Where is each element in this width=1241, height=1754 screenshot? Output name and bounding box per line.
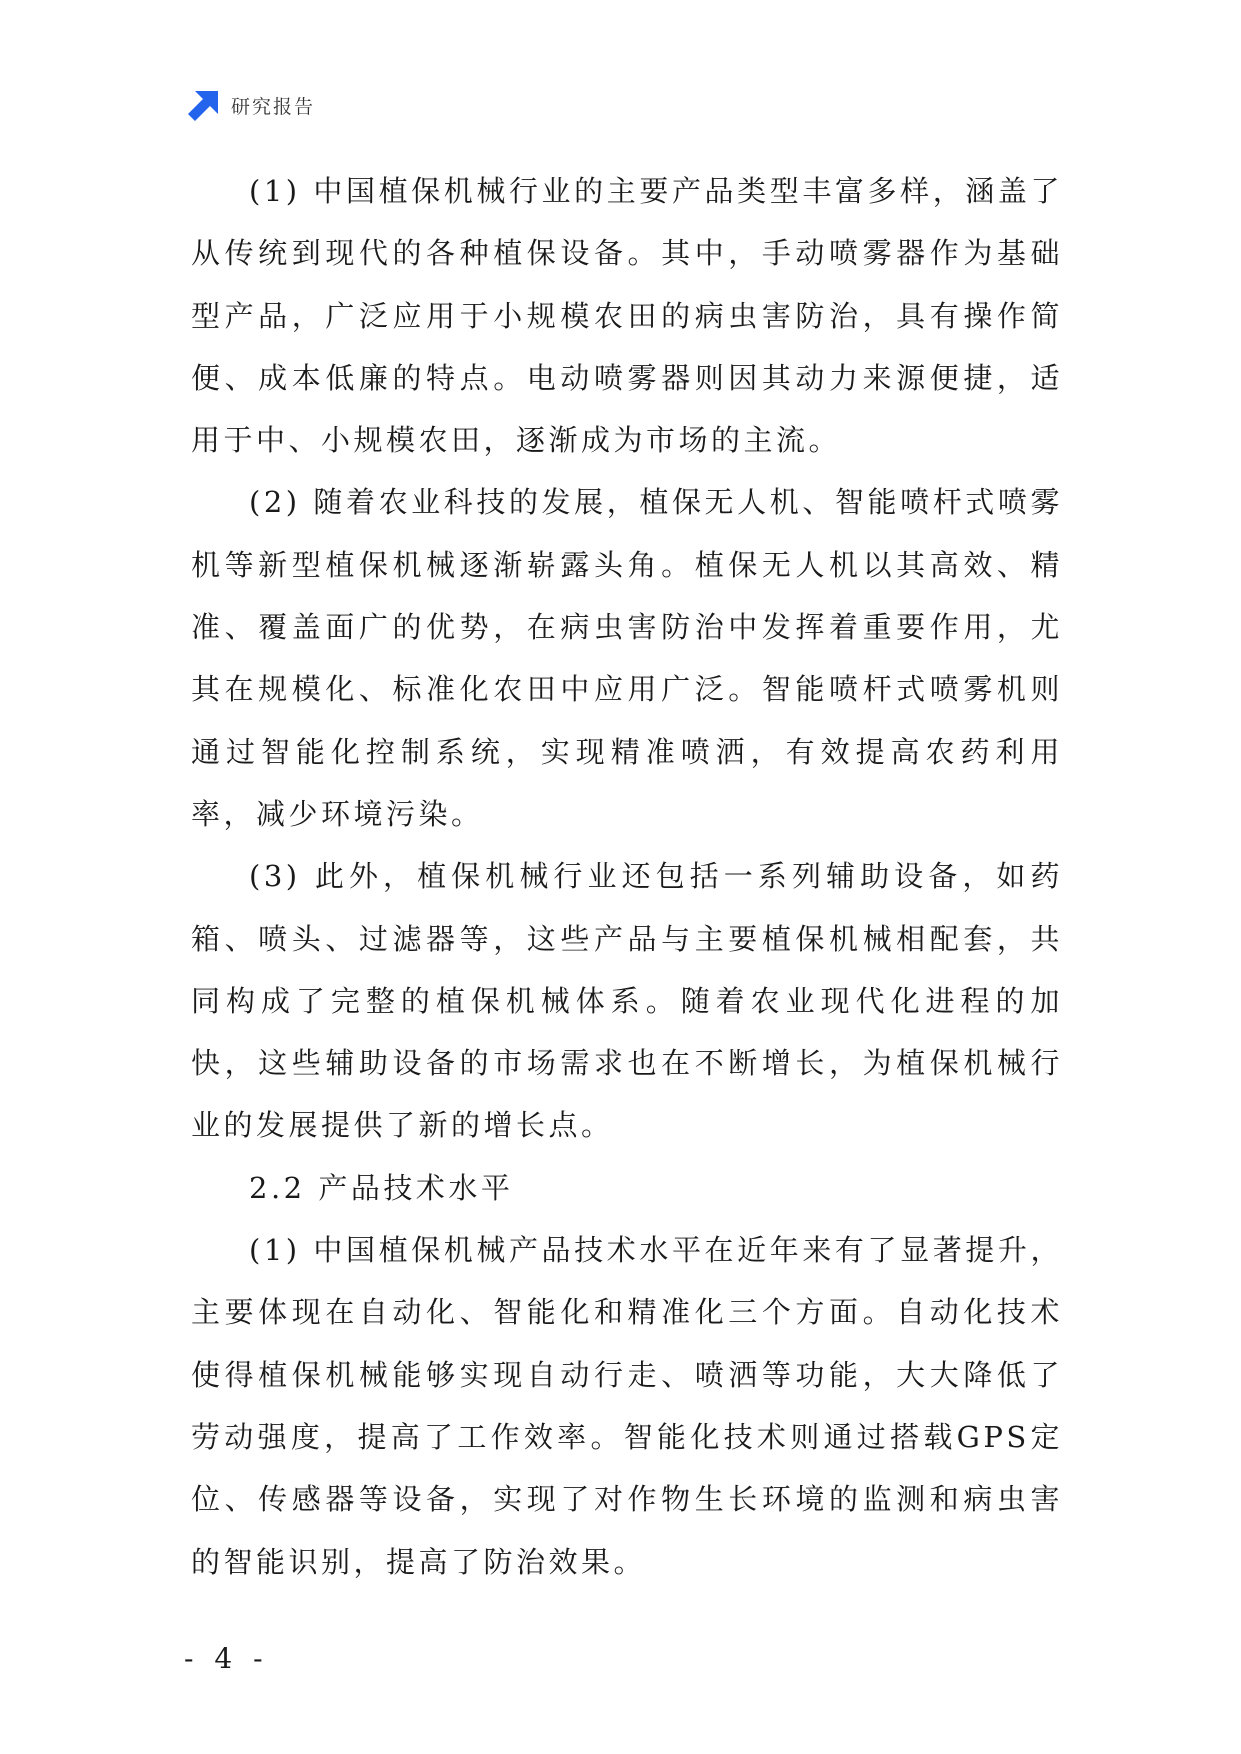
paragraph-product-types: (1) 中国植保机械行业的主要产品类型丰富多样，涵盖了从传统到现代的各种植保设备。其中，手动喷雾器作为基础型产品，广泛应用于小规模农田的病虫害防治，具有操作简便、成本低廉的特点。电动喷雾器则因其动力来源便捷，适用于中、小规模农田，逐渐成为市场的主流。 [191,174,1063,458]
section-heading: 2.2 产品技术水平 [249,1170,514,1205]
document-body [191,160,1063,1593]
paragraph-auxiliary-equipment: (3) 此外，植保机械行业还包括一系列辅助设备，如药箱、喷头、过滤器等，这些产品与主要植保机械相配套，共同构成了完整的植保机械体系。随着农业现代化进程的加快，这些辅助设备的市场需求也在不断增长，为植保机械行业的发展提供了新的增长点。 [191,859,1063,1143]
page-number: - 4 - [184,1642,269,1675]
page-header [187,88,315,122]
report-label: 研究报告 [231,95,316,118]
paragraph-technology-level: (1) 中国植保机械产品技术水平在近年来有了显著提升，主要体现在自动化、智能化和精准化三个方面。自动化技术使得植保机械能够实现自动行走、喷洒等功能，大大降低了劳动强度，提高了工作效率。智能化技术则通过搭载GPS定位、传感器等设备，实现了对作物生长环境的监测和病虫害的智能识别，提高了防治效果。 [191,1233,1063,1579]
paragraph-new-machinery: (2) 随着农业科技的发展，植保无人机、智能喷杆式喷雾机等新型植保机械逐渐崭露头角。植保无人机以其高效、精准、覆盖面广的优势，在病虫害防治中发挥着重要作用，尤其在规模化、标准化农田中应用广泛。智能喷杆式喷雾机则通过智能化控制系统，实现精准喷洒，有效提高农药利用率，减少环境污染。 [191,485,1063,831]
arrow-up-right-icon [187,88,221,122]
